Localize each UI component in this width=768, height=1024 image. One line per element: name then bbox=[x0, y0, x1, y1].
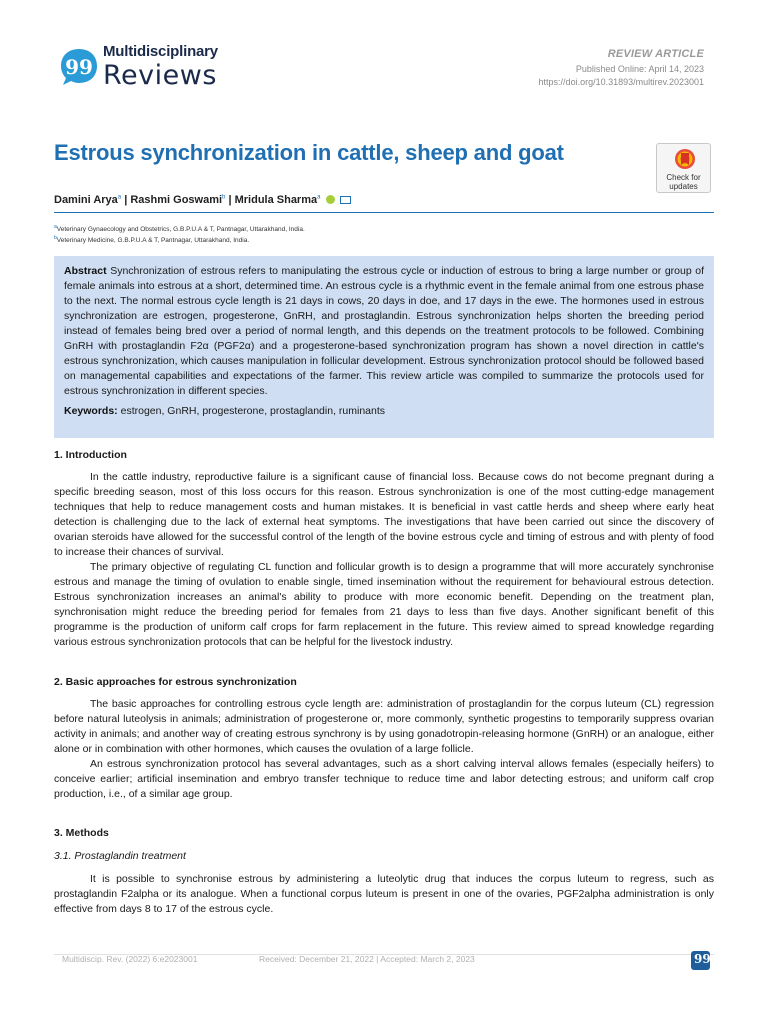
article-header-info bbox=[539, 48, 704, 87]
svg-text:99: 99 bbox=[65, 55, 93, 79]
article-title: Estrous synchronization in cattle, sheep and goat bbox=[54, 140, 564, 165]
abstract-text: Abstract Synchronization of estrous refers to manipulating the estrous cycle or induction of estrous to bring a large number or group of female animals into estrous at a short, determined time. An estrous cycle is a rhythmic event in the female animal from one estrous phase to the next. The normal estrous cycle length is 21 days in cows, 20 days in doe, and 17 days in the ewe. The hormones used in estrous synchronization are estrogen, progesterone, GnRH, and prostaglandin. Estrous synchronization helps shorten the breeding period instead of females being bred over a period of normal length, and this depends on the treatment protocols to be followed. Combining GnRH with prostaglandin F2α (PGF2α) and a progesterone-based synchronization program has shown a novel direction in cattle's estrous synchronization, which causes manipulation in follicular development. Estrous synchronization protocol should be followed based on managemental capabilities and expectations of the farmer. This review article was compiled to summarize the protocols used for estrous synchronization in different species. bbox=[64, 265, 704, 397]
quote-bubble-icon bbox=[59, 47, 99, 87]
section-methods bbox=[54, 826, 714, 917]
paragraph: The primary objective of regulating CL function and follicular growth is to design a programme that will more accurately synchronise estrous and manage the timing of ovulation to enable single, timed insemination without the requirement for behavioural estrous detection. Estrous synchronization increases an animal's ability to produce with more economic benefit. Depending on the treatment plan, synchronisation might reduce the breeding period for females from 21 days to less than five days. Another significant benefit of this programme is the production of uniform calf crops for farm replacement in the future. This review aimed to spread knowledge regarding various estrous synchronization protocols that can be helpful for the livestock industry. bbox=[54, 561, 714, 648]
paragraph: An estrous synchronization protocol has several advantages, such as a short calving interval allows females (especially heifers) to conceive earlier; artificial insemination and embryo transfer technique to reduce time and labor detecting estrous; and uniform calf crop production, i.e., of a similar age group. bbox=[54, 758, 714, 800]
section-basic-approaches bbox=[54, 675, 714, 802]
badge-text-line2: updates bbox=[669, 182, 698, 191]
section-heading: 2. Basic approaches for estrous synchronization bbox=[54, 676, 297, 688]
article-type: REVIEW ARTICLE bbox=[607, 48, 704, 60]
author-list: Damini Arya$^a$ | Rashmi Goswami$^b$ | Mridula Sharma$^a$ bbox=[54, 194, 351, 206]
author-name[interactable]: Damini Arya bbox=[54, 194, 118, 206]
paragraph: The basic approaches for controlling estrous cycle length are: administration of prostaglandin for the corpus luteum (CL) regression before natural luteolysis in animals; administration of progesterone or, more commonly, synthetic progestins to temporarily suppress ovarian activity in animals; and another way of creating estrous synchrony is by using gonadotropin-releasing hormone (GnRH) or an analogue, either alone or in combination with other hormones, which causes the ovulation of a large follicle. bbox=[54, 698, 714, 755]
author-name[interactable]: Mridula Sharma bbox=[234, 194, 318, 206]
abstract-box bbox=[54, 256, 714, 438]
quote-icon: 99 bbox=[691, 951, 710, 970]
section-introduction bbox=[54, 448, 714, 650]
journal-name-top: Multidisciplinary bbox=[103, 43, 218, 60]
section-heading: 3. Methods bbox=[54, 827, 109, 839]
subsection-heading: 3.1. Prostaglandin treatment bbox=[54, 850, 186, 862]
badge-text-line1: Check for bbox=[666, 173, 701, 182]
paragraph: It is possible to synchronise estrous by administering a luteolytic drug that induces the corpus luteum to regress, such as prostaglandin F2alpha or its analogue. When a functional corpus luteum is present in one of the ovaries, PGF2alpha administration is only effective from days 8 to 17 of the estrous cycle. bbox=[54, 873, 714, 915]
received-accepted-dates: Received: December 21, 2022 | Accepted: March 2, 2023 bbox=[259, 954, 475, 964]
author-divider bbox=[54, 212, 714, 213]
author-name[interactable]: Rashmi Goswami bbox=[130, 194, 223, 206]
page-footer bbox=[54, 954, 714, 984]
orcid-icon[interactable] bbox=[326, 195, 335, 204]
citation-info: Multidiscip. Rev. (2022) 6:e2023001 bbox=[62, 954, 198, 964]
affiliation: $^a$Veterinary Gynaecology and Obstetrics, G.B.P.U.A & T, Pantnagar, Uttarakhand, India. bbox=[54, 224, 305, 234]
bookmark-icon bbox=[674, 148, 696, 172]
published-date: Published Online: April 14, 2023 bbox=[575, 64, 704, 74]
paragraph: In the cattle industry, reproductive failure is a significant cause of financial loss. Because cows do not become pregnant during a specific breeding season, most of this loss occurs for this reason. Estrous synchronization is one of the most cutting-edge management techniques that help to reduce management costs and human mistakes. It is beneficial in vast cattle herds and sheep where early heat detection is challenging due to the lack of external heat symptoms. The investigations that have been carried out since the discovery of ovarian steroids have allowed for the successful control of the length of the bovine estrous cycle and timing of estrous and with plenty of food to increase their chances of survival. bbox=[54, 471, 714, 558]
affiliation: $^b$Veterinary Medicine, G.B.P.U.A & T, Pantnagar, Uttarakhand, India. bbox=[54, 235, 250, 245]
keywords: Keywords: estrogen, GnRH, progesterone, prostaglandin, ruminants bbox=[64, 405, 386, 417]
author-separator: | bbox=[124, 194, 128, 206]
mail-icon[interactable] bbox=[340, 196, 351, 204]
author-separator: | bbox=[228, 194, 232, 206]
check-for-updates-button[interactable] bbox=[656, 143, 711, 193]
journal-logo[interactable] bbox=[59, 43, 239, 93]
section-heading: 1. Introduction bbox=[54, 449, 127, 461]
journal-name-bottom: Reviews bbox=[103, 60, 217, 91]
doi-link[interactable]: https://doi.org/10.31893/multirev.2023001 bbox=[538, 77, 704, 87]
